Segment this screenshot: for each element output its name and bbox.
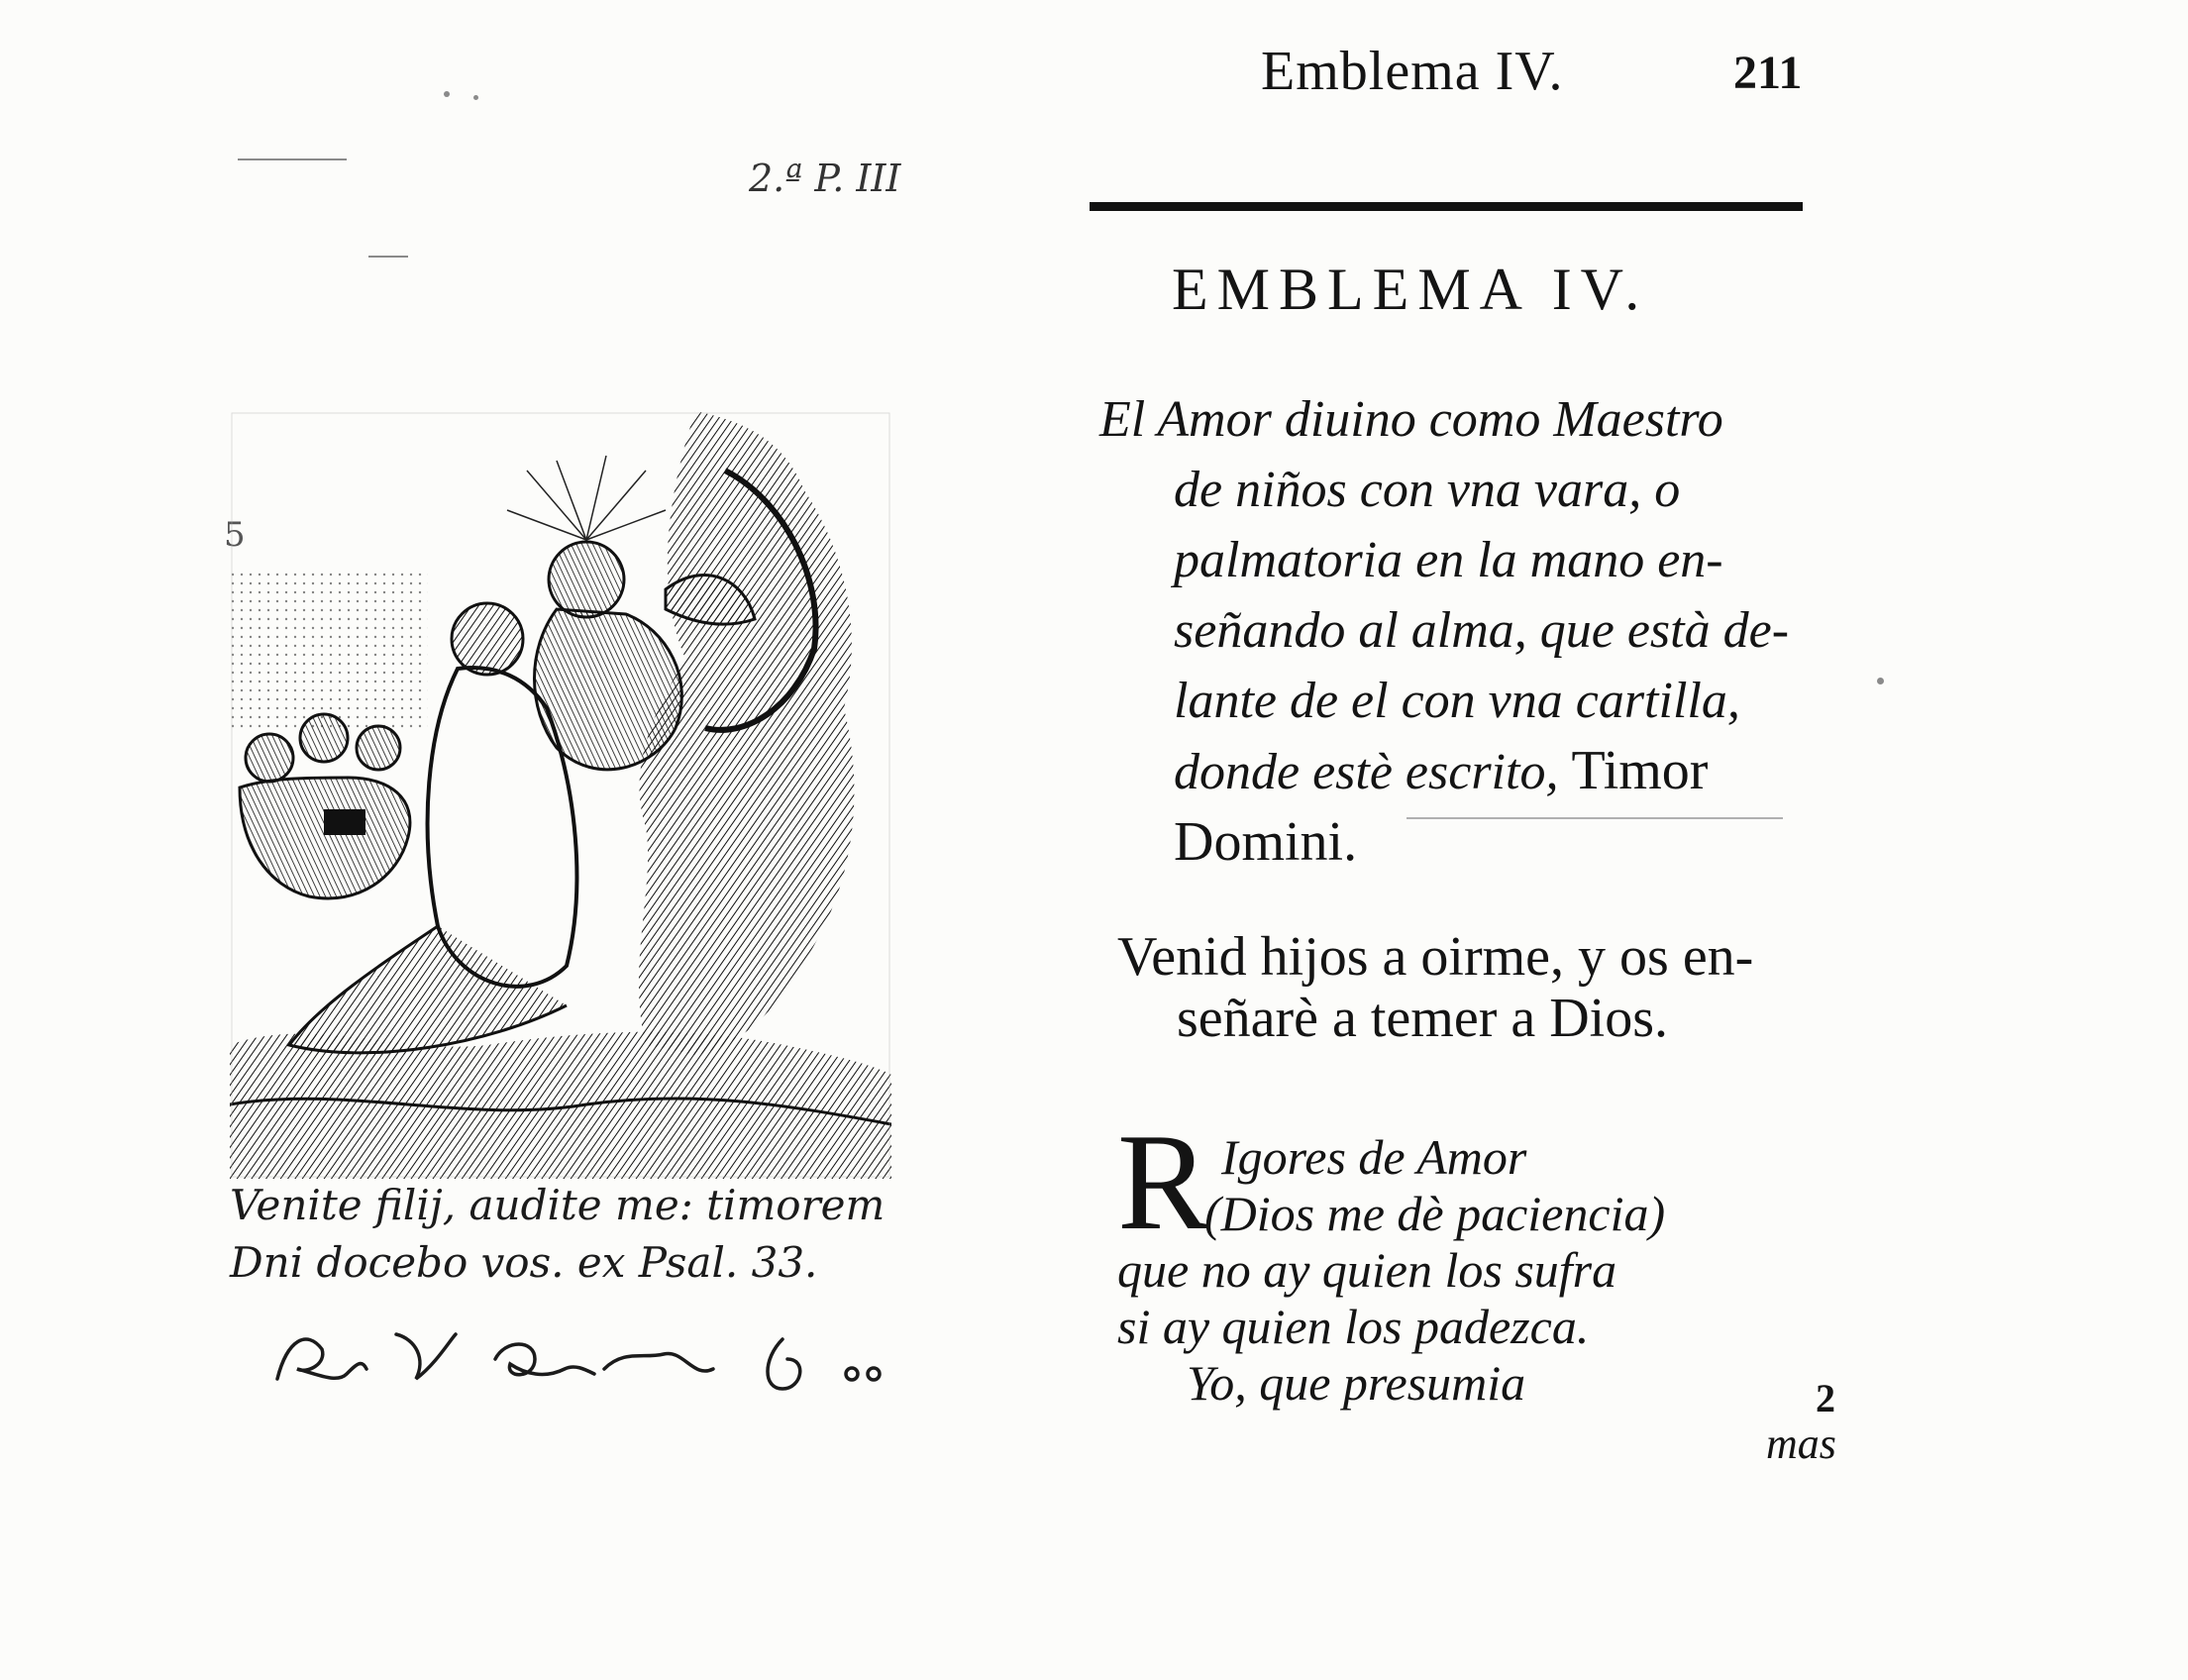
poem-dropcap: R: [1117, 1105, 1210, 1259]
description-line: de niños con vna vara, o: [1174, 462, 1681, 518]
scan-speck: [444, 91, 450, 97]
description-line: palmatoria en la mano en-: [1174, 532, 1723, 588]
description-line: señando al alma, que està de-: [1174, 602, 1790, 659]
engraving-icon: [230, 411, 891, 1179]
description-line: [1099, 736, 1823, 807]
poem: [1117, 1105, 1830, 1456]
poem-line: si ay quien los padezca.: [1117, 1299, 1590, 1354]
scan-speck: [368, 256, 408, 258]
description-roman: Timor: [1571, 740, 1709, 801]
scan-speck: [238, 158, 347, 160]
signature-icon: [267, 1319, 901, 1397]
catchword: mas: [1766, 1419, 1836, 1468]
caption-line: Dni docebo vos. ex Psal. 33.: [230, 1238, 818, 1287]
poem-line: (Dios me dè paciencia): [1204, 1186, 1666, 1241]
description-text: donde estè escrito,: [1174, 744, 1559, 800]
plate-note: 2.ª P. III: [749, 157, 901, 200]
signature-mark: 2: [1816, 1376, 1835, 1420]
emblem-motto: [1117, 926, 1830, 1049]
page-number: 211: [1733, 47, 1803, 99]
poem-line: que no ay quien los sufra: [1117, 1242, 1617, 1298]
scan-speck: [1877, 678, 1884, 684]
emblem-description: [1099, 384, 1823, 878]
description-line: Domini.: [1174, 811, 1358, 873]
poem-line: Igores de Amor: [1221, 1129, 1527, 1185]
poem-line: Yo, que presumia: [1187, 1355, 1526, 1411]
running-title: Emblema IV.: [1261, 41, 1564, 102]
scan-speck: [473, 95, 478, 100]
motto-line: Venid hijos a oirme, y os en-: [1117, 926, 1754, 988]
margin-mark: 5: [224, 515, 246, 555]
description-line: El Amor diuino como Maestro: [1099, 391, 1723, 448]
motto-line: señarè a temer a Dios.: [1177, 988, 1668, 1049]
heading-rule: [1090, 202, 1803, 211]
description-line: lante de el con vna cartilla,: [1174, 673, 1740, 729]
emblem-heading: EMBLEMA IV.: [1172, 257, 1649, 322]
engraving-caption: [230, 1177, 923, 1292]
caption-line: Venite filij, audite me: timorem: [230, 1181, 886, 1229]
